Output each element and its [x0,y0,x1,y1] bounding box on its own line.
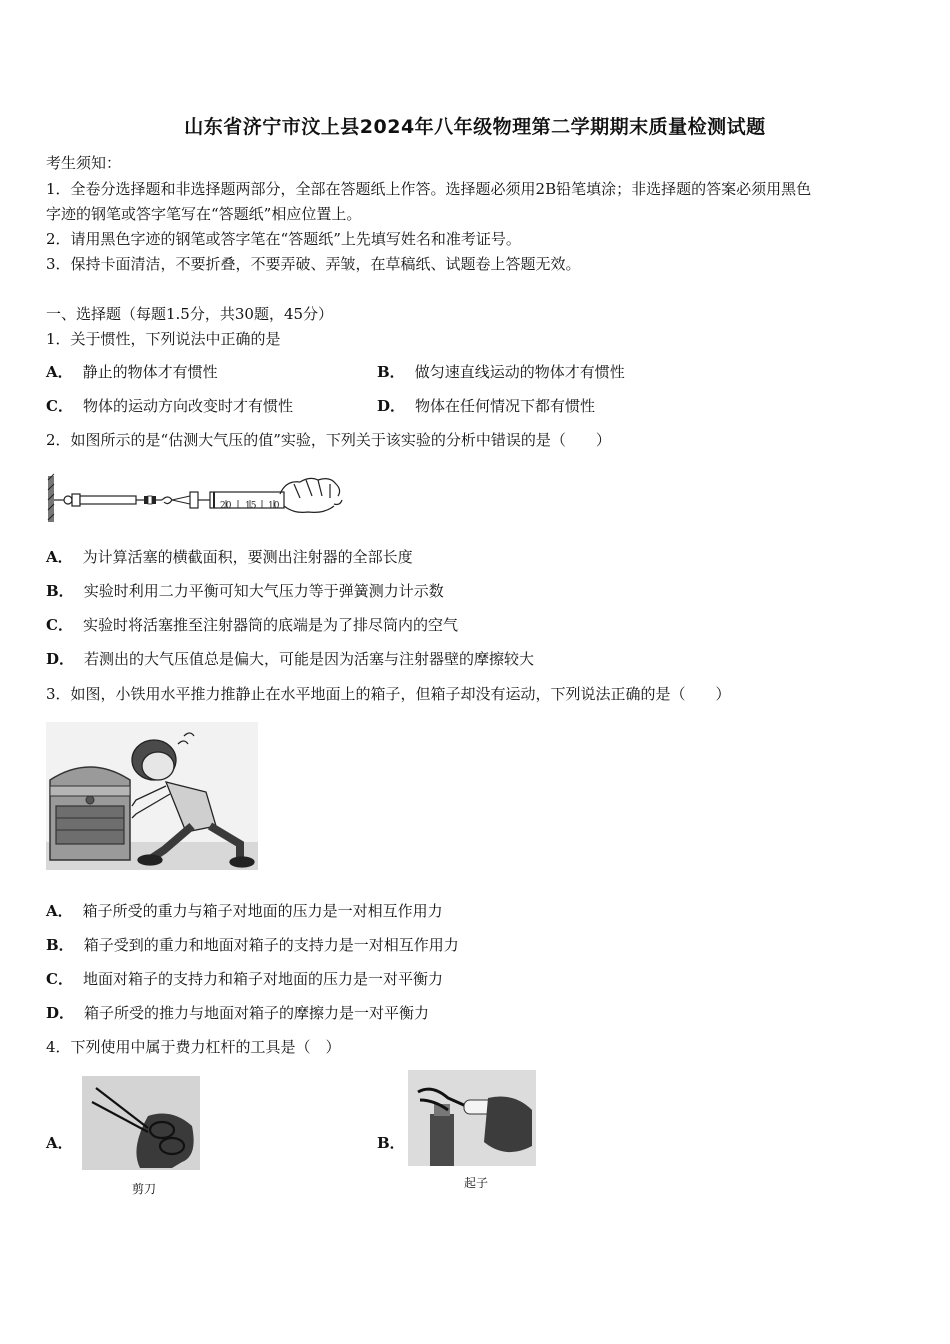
page-title: 山东省济宁市汶上县2024年八年级物理第二学期期末质量检测试题 [184,116,766,138]
q3-option-b[interactable] [46,934,459,955]
q2-option-a[interactable] [46,546,413,567]
option-label: D． [377,397,406,415]
notice-heading: 考生须知： [46,154,122,172]
option-text: 物体的运动方向改变时才有惯性 [82,397,293,415]
q3-stem: 3．如图，小铁用水平推力推静止在水平地面上的箱子，但箱子却没有运动，下列说法正确的是（ ） [46,685,731,703]
q1-option-a[interactable] [46,361,218,382]
option-text: 为计算活塞的横截面积，要测出注射器的全部长度 [82,548,413,566]
option-text: 若测出的大气压值总是偏大，可能是因为活塞与注射器壁的摩擦较大 [84,650,535,668]
q2-option-c[interactable] [46,614,458,635]
option-label: C． [46,616,73,634]
option-text: 实验时利用二力平衡可知大气压力等于弹簧测力计示数 [83,582,444,600]
option-label: C． [46,970,73,988]
option-text: 实验时将活塞推至注射器筒的底端是为了排尽筒内的空气 [82,616,458,634]
section-heading: 一、选择题（每题1.5分，共30题，45分） [46,305,334,323]
option-label: D． [46,1004,75,1022]
hand-icon [280,478,342,512]
hand [484,1097,532,1153]
option-text: 箱子所受的推力与地面对箱子的摩擦力是一对平衡力 [84,1004,430,1022]
bottle-opener-photo [408,1070,536,1166]
option-text: 箱子受到的重力和地面对箱子的支持力是一对相互作用力 [83,936,459,954]
option-text: 做匀速直线运动的物体才有惯性 [414,363,625,381]
notice-item-1-cont: 字迹的钢笔或答字笔写在“答题纸”相应位置上。 [46,205,362,223]
notice-item-1: 1．全卷分选择题和非选择题两部分，全部在答题纸上作答。选择题必须用2B铅笔填涂；非选择题的答案必须用黑色 [46,180,812,198]
notice-item-3: 3．保持卡面清洁，不要折叠，不要弄破、弄皱，在草稿纸、试题卷上答题无效。 [46,255,581,273]
syringe [190,492,284,511]
boy-pushing-box-figure [46,722,258,870]
option-text: 箱子所受的重力与箱子对地面的压力是一对相互作用力 [82,902,443,920]
q1-stem: 1．关于惯性，下列说法中正确的是 [46,330,281,348]
q2-option-d[interactable] [46,648,534,669]
notice-item-2: 2．请用黑色字迹的钢笔或答字笔在“答题纸”上先填写姓名和准考证号。 [46,230,521,248]
option-label: B． [46,936,74,954]
option-label: C． [46,397,73,415]
q4-caption-b: 起子 [464,1176,489,1190]
q1-option-c[interactable] [46,395,293,416]
scissors-photo [82,1076,200,1170]
option-label: A． [46,548,73,566]
option-label: B． [377,1134,405,1152]
q2-option-b[interactable] [46,580,444,601]
option-label: A． [46,363,73,381]
scale-label-10: 10 [268,501,280,511]
q4-option-a[interactable] [46,1132,83,1153]
scale-label-20: 20 [220,501,232,511]
option-label: B． [46,582,74,600]
option-text: 地面对箱子的支持力和箱子对地面的压力是一对平衡力 [82,970,443,988]
q4-stem: 4．下列使用中属于费力杠杆的工具是（ ） [46,1038,341,1056]
q2-stem: 2．如图所示的是“估测大气压的值”实验，下列关于该实验的分析中错误的是（ ） [46,431,611,449]
option-label: A． [46,1134,73,1152]
syringe-experiment-figure [44,470,344,528]
option-text: 物体在任何情况下都有惯性 [415,397,596,415]
treasure-chest [50,767,130,860]
q3-option-d[interactable] [46,1002,429,1023]
q4-caption-a: 剪刀 [132,1182,157,1196]
option-label: D． [46,650,75,668]
q3-option-a[interactable] [46,900,443,921]
q3-option-c[interactable] [46,968,443,989]
q1-option-b[interactable] [377,361,625,382]
q1-option-d[interactable] [377,395,595,416]
scale-label-15: 15 [245,501,257,511]
option-text: 静止的物体才有惯性 [82,363,218,381]
option-label: B． [377,363,405,381]
spring-scale [72,494,172,506]
option-label: A． [46,902,73,920]
